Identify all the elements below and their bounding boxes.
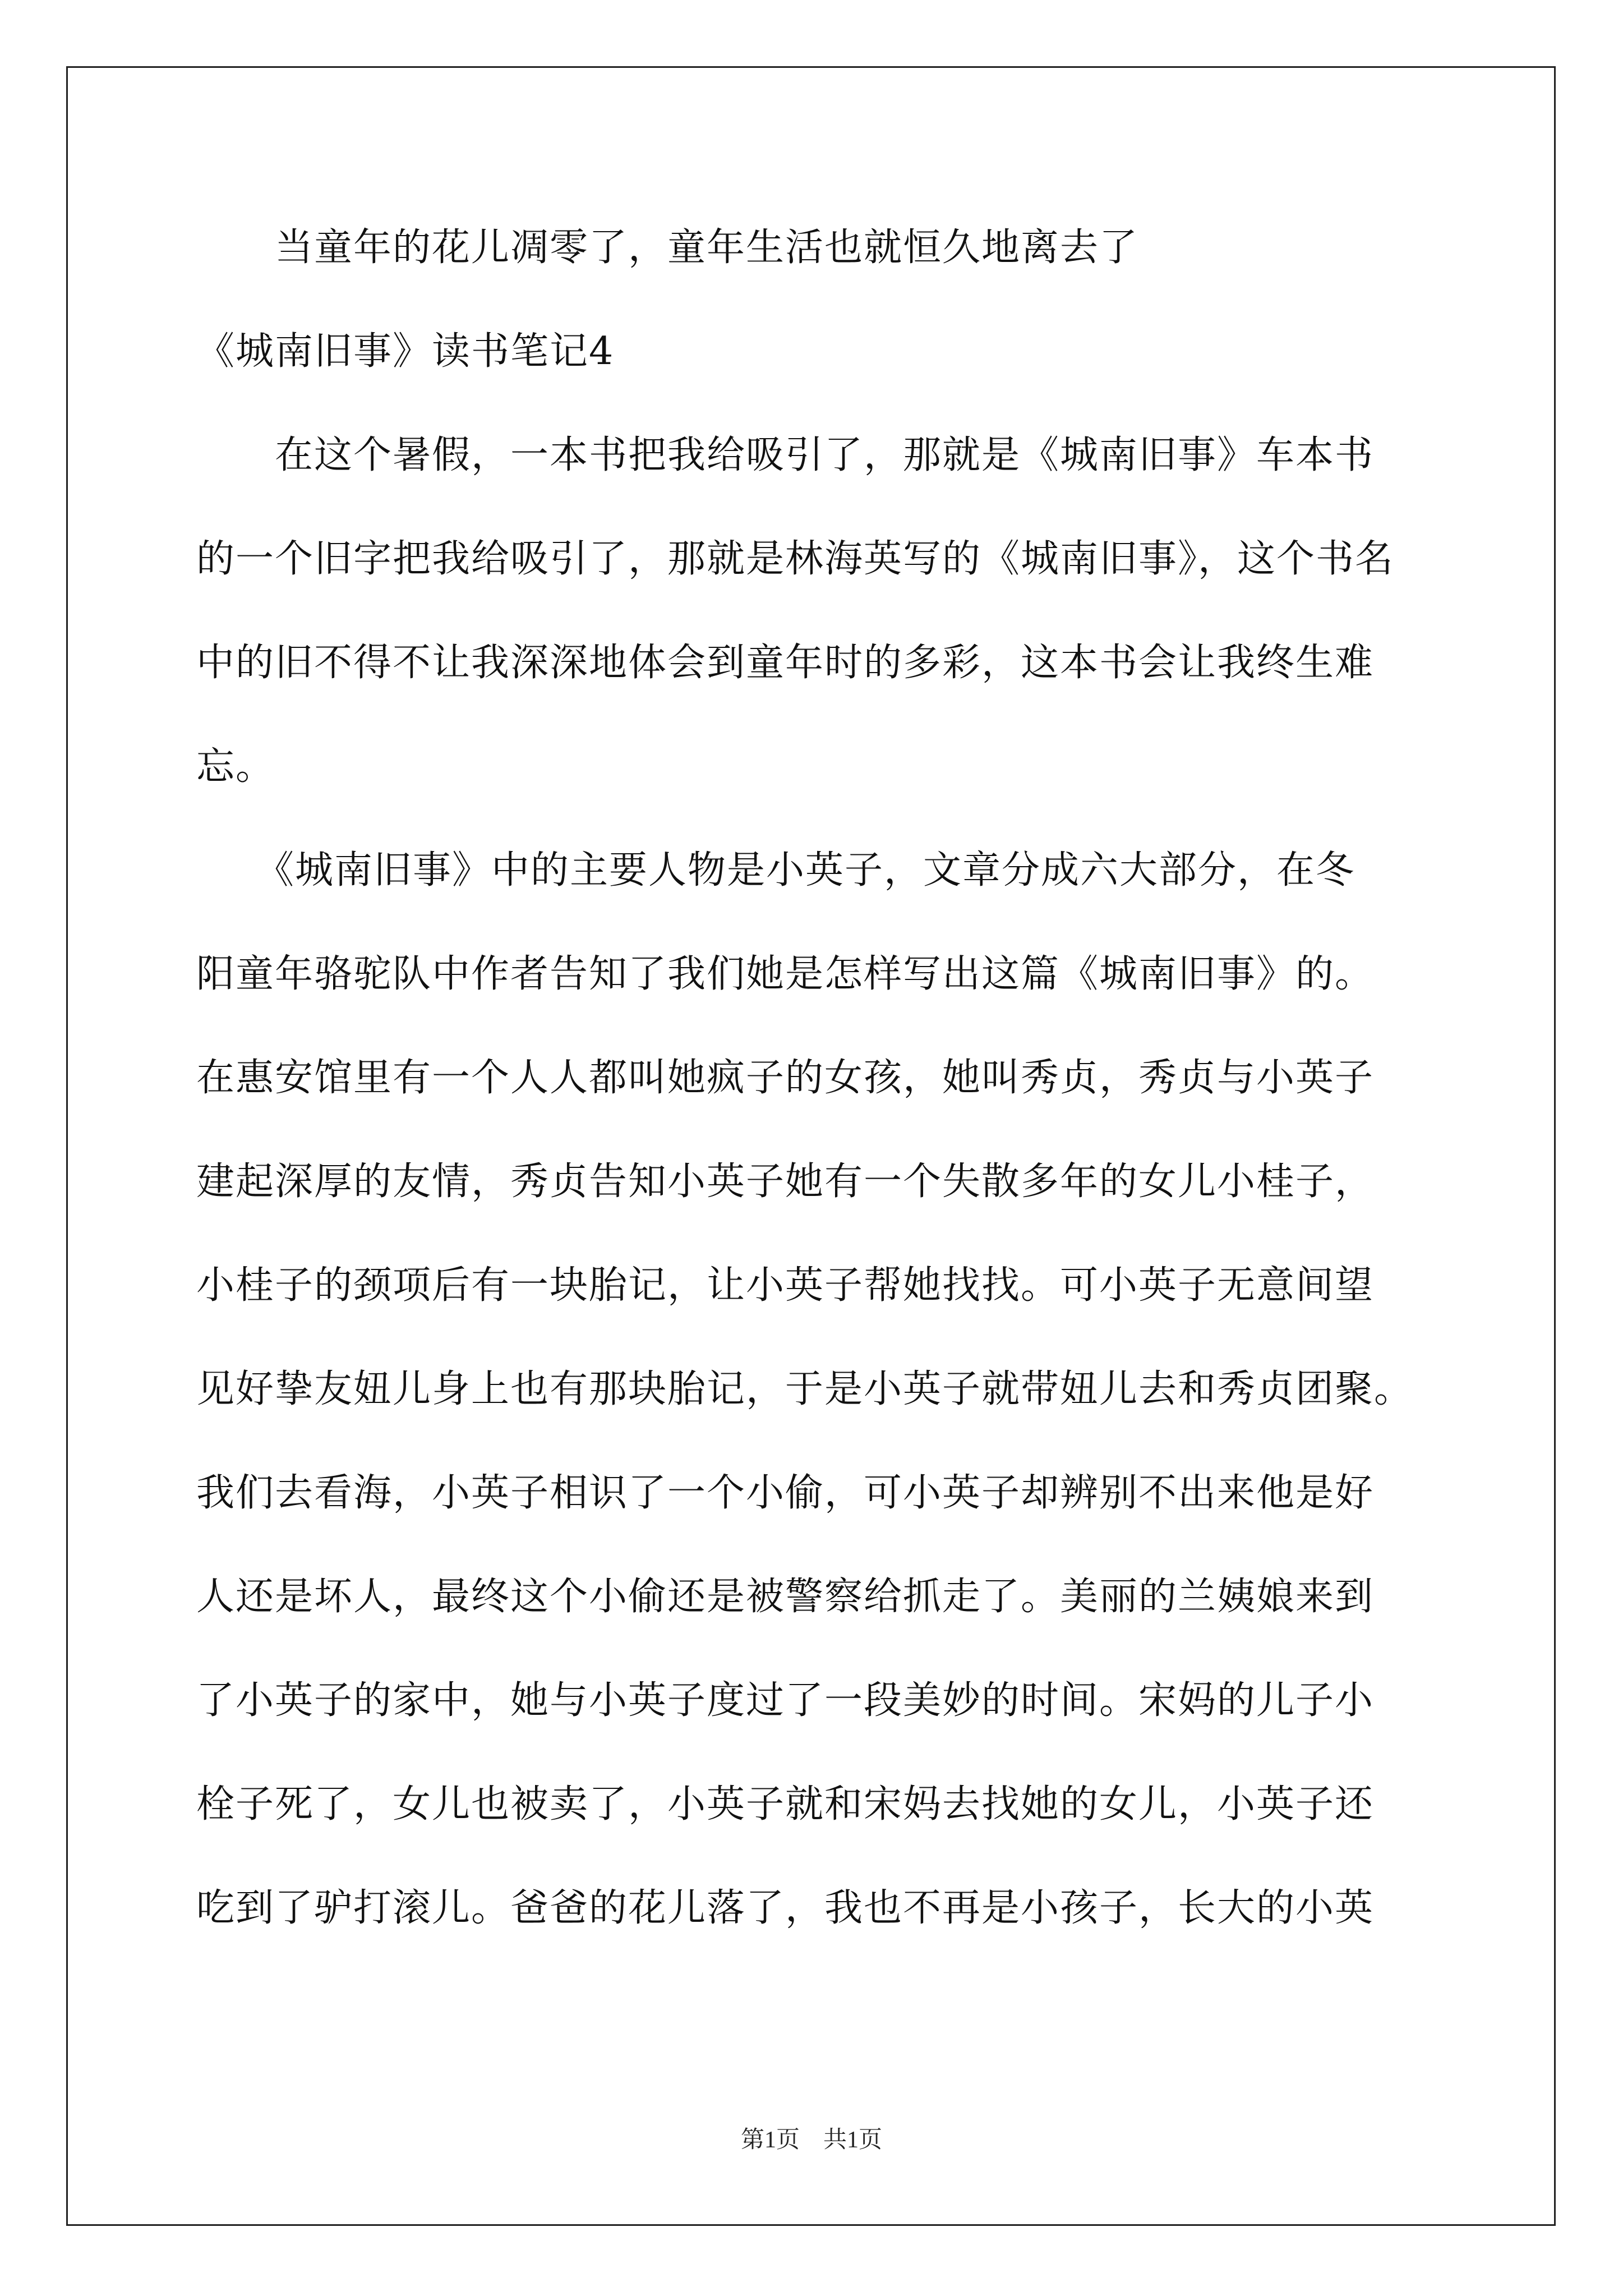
text-line: 了小英子的家中，她与小英子度过了一段美妙的时间。宋妈的儿子小	[196, 1678, 1375, 1723]
text-line: 中的旧不得不让我深深地体会到童年时的多彩，这本书会让我终生难	[196, 641, 1375, 685]
text-line: 忘。	[196, 744, 275, 789]
text-line: 见好挚友妞儿身上也有那块胎记，于是小英子就带妞儿去和秀贞团聚。	[196, 1367, 1414, 1411]
text-line: 在惠安馆里有一个人人都叫她疯子的女孩，她叫秀贞，秀贞与小英子	[196, 1056, 1375, 1100]
text-line: 的一个旧字把我给吸引了，那就是林海英写的《城南旧事》，这个书名	[196, 537, 1395, 581]
text-line: 阳童年骆驼队中作者告知了我们她是怎样写出这篇《城南旧事》的。	[196, 952, 1375, 996]
text-line: 当童年的花儿凋零了，童年生活也就恒久地离去了	[196, 226, 1139, 270]
section-heading: 《城南旧事》读书笔记4	[196, 329, 615, 374]
text-line: 在这个暑假，一本书把我给吸引了，那就是《城南旧事》车本书	[196, 433, 1375, 477]
text-line: 栓子死了，女儿也被卖了，小英子就和宋妈去找她的女儿，小英子还	[196, 1782, 1375, 1826]
page-footer: 第1页 共1页	[740, 2127, 882, 2153]
text-line: 《城南旧事》中的主要人物是小英子，文章分成六大部分，在冬	[196, 848, 1355, 892]
text-line: 小桂子的颈项后有一块胎记，让小英子帮她找找。可小英子无意间望	[196, 1263, 1375, 1308]
text-line: 建起深厚的友情，秀贞告知小英子她有一个失散多年的女儿小桂子，	[196, 1159, 1375, 1204]
text-line: 人还是坏人，最终这个小偷还是被警察给抓走了。美丽的兰姨娘来到	[196, 1575, 1375, 1619]
text-line: 吃到了驴打滚儿。爸爸的花儿落了，我也不再是小孩子，长大的小英	[196, 1886, 1375, 1930]
text-line: 我们去看海，小英子相识了一个小偷，可小英子却辨别不出来他是好	[196, 1471, 1375, 1515]
